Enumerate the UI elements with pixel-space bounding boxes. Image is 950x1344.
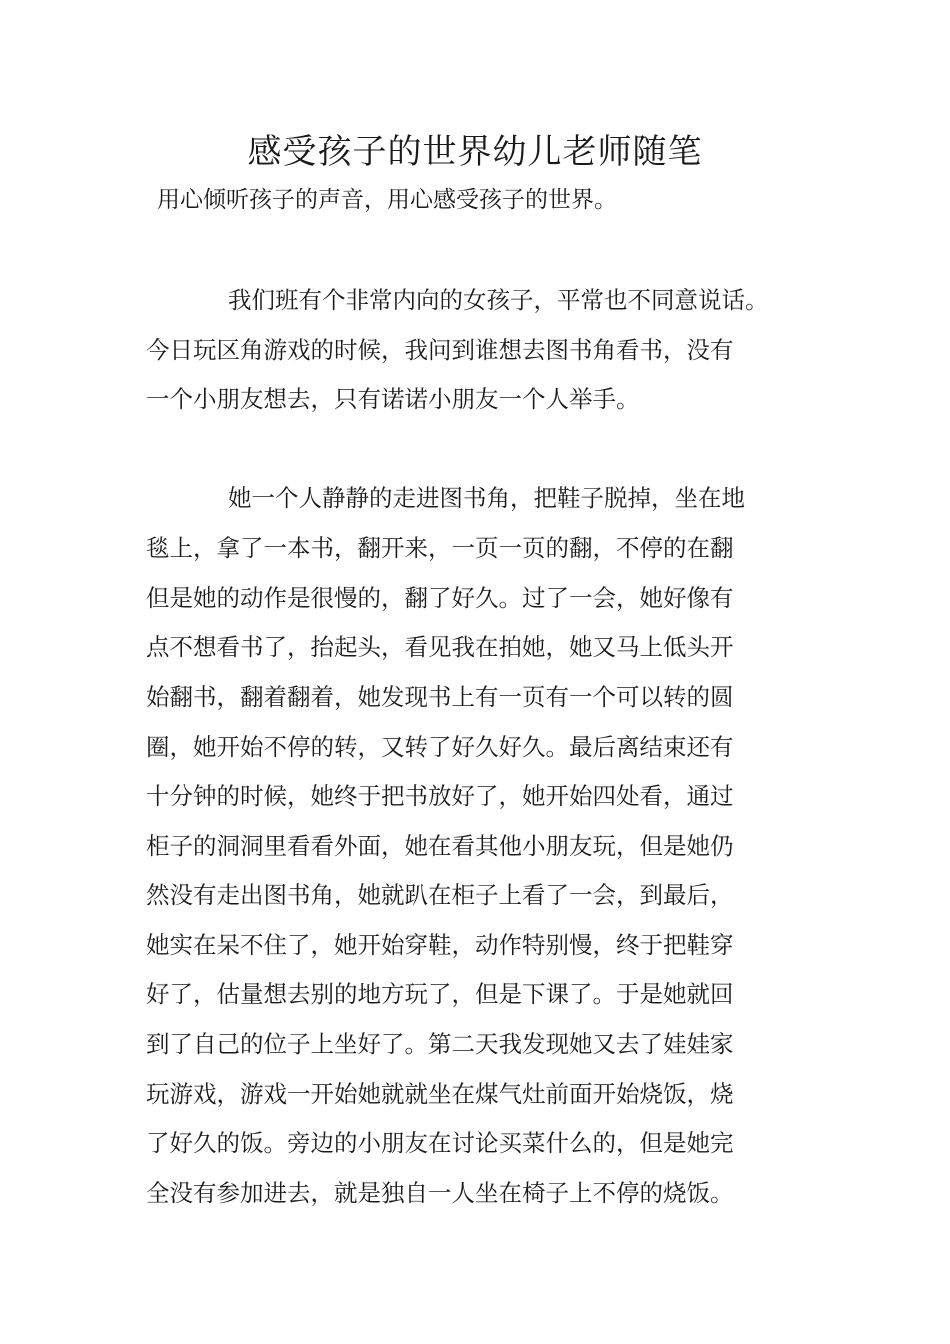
paragraph-1-line-2: 今日玩区角游戏的时候，我问到谁想去图书角看书，没有: [146, 336, 734, 364]
paragraph-2-line-11: 好了，估量想去别的地方玩了，但是下课了。于是她就回: [146, 980, 734, 1008]
paragraph-2-line-9: 然没有走出图书角，她就趴在柜子上看了一会，到最后，: [146, 881, 734, 909]
paragraph-2-line-7: 十分钟的时候，她终于把书放好了，她开始四处看，通过: [146, 782, 734, 810]
paragraph-2-line-10: 她实在呆不住了，她开始穿鞋，动作特别慢，终于把鞋穿: [146, 931, 734, 959]
paragraph-2-line-13: 玩游戏，游戏一开始她就就坐在煤气灶前面开始烧饭，烧: [146, 1080, 734, 1108]
paragraph-2-line-14: 了好久的饭。旁边的小朋友在讨论买菜什么的，但是她完: [146, 1129, 734, 1157]
paragraph-2-line-12: 到了自己的位子上坐好了。第二天我发现她又去了娃娃家: [146, 1030, 734, 1058]
document-title: 感受孩子的世界幼儿老师随笔: [247, 132, 703, 172]
paragraph-1-line-1: 我们班有个非常内向的女孩子，平常也不同意说话。: [228, 286, 769, 314]
paragraph-2-line-4: 点不想看书了，抬起头，看见我在拍她，她又马上低头开: [146, 633, 734, 661]
document-subtitle: 用心倾听孩子的声音，用心感受孩子的世界。: [157, 187, 617, 213]
paragraph-2-line-5: 始翻书，翻着翻着，她发现书上有一页有一个可以转的圆: [146, 683, 734, 711]
paragraph-2-line-6: 圈，她开始不停的转，又转了好久好久。最后离结束还有: [146, 733, 734, 761]
paragraph-2-line-8: 柜子的洞洞里看看外面，她在看其他小朋友玩，但是她仍: [146, 832, 734, 860]
paragraph-2-line-3: 但是她的动作是很慢的，翻了好久。过了一会，她好像有: [146, 584, 734, 612]
paragraph-2-line-1: 她一个人静静的走进图书角，把鞋子脱掉，坐在地: [228, 484, 745, 512]
paragraph-2-line-15: 全没有参加进去，就是独自一人坐在椅子上不停的烧饭。: [146, 1179, 734, 1207]
paragraph-2-line-2: 毯上，拿了一本书，翻开来，一页一页的翻，不停的在翻: [146, 534, 734, 562]
paragraph-1-line-3: 一个小朋友想去，只有诺诺小朋友一个人举手。: [146, 385, 640, 413]
